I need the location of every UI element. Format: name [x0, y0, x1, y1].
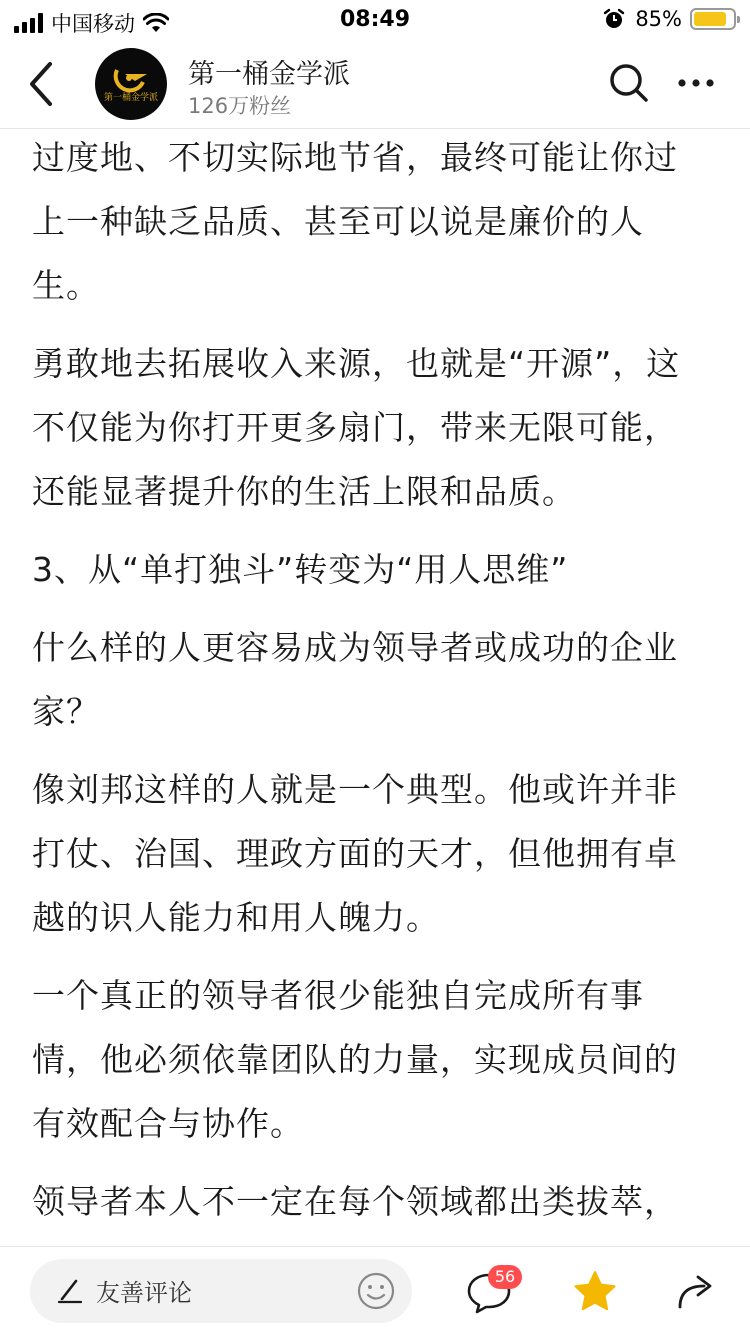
- paragraph: 像刘邦这样的人就是一个典型。他或许并非打仗、治国、理政方面的天才，但他拥有卓越的识人能力和用人魄力。: [32, 770, 678, 937]
- avatar[interactable]: [95, 48, 167, 120]
- more-icon[interactable]: [676, 78, 716, 88]
- status-right: [603, 7, 736, 31]
- paragraph: 一个真正的领导者很少能独自完成所有事情，他必须依靠团队的力量，实现成员间的有效配合与协作。: [32, 976, 678, 1143]
- comment-input[interactable]: [30, 1259, 412, 1323]
- follower-count: 126万粉丝: [188, 94, 292, 118]
- logo-icon: [95, 48, 167, 120]
- paragraph: 什么样的人更容易成为领导者或成功的企业家？: [32, 628, 678, 731]
- avatar-caption: 第一桶金学派: [103, 93, 158, 103]
- carrier-label: 中国移动: [51, 12, 135, 36]
- back-arrow-icon[interactable]: [22, 60, 62, 108]
- status-bar: [0, 0, 750, 40]
- battery-fill: [694, 12, 726, 26]
- article-body[interactable]: [0, 128, 750, 1246]
- share-icon[interactable]: [676, 1271, 718, 1311]
- emoji-icon[interactable]: [356, 1271, 396, 1311]
- search-icon[interactable]: [608, 62, 650, 104]
- account-name[interactable]: 第一桶金学派: [188, 59, 350, 90]
- status-time: 08:49: [339, 7, 411, 32]
- article-content: [32, 128, 692, 1246]
- bottom-action-bar: [0, 1246, 750, 1335]
- paragraph: 勇敢地去拓展收入来源，也就是“开源”，这不仅能为你打开更多扇门，带来无限可能，还能显著提升你的生活上限和品质。: [32, 344, 681, 511]
- paragraph: 过度地、不切实际地节省，最终可能让你过上一种缺乏品质、甚至可以说是廉价的人生。: [32, 138, 678, 305]
- pen-icon: [56, 1277, 84, 1305]
- comment-count-badge: 56: [488, 1265, 522, 1289]
- section-heading: 3、从“单打独斗”转变为“用人思维”: [32, 550, 569, 589]
- account-header: [0, 40, 750, 129]
- battery-percent: 85%: [635, 7, 682, 31]
- favorite-star-icon[interactable]: [572, 1269, 618, 1315]
- battery-icon: [690, 8, 736, 30]
- alarm-icon: [603, 8, 625, 30]
- comment-placeholder: 友善评论: [96, 1279, 192, 1307]
- paragraph: 领导者本人不一定在每个领域都出类拔萃，: [32, 1182, 678, 1221]
